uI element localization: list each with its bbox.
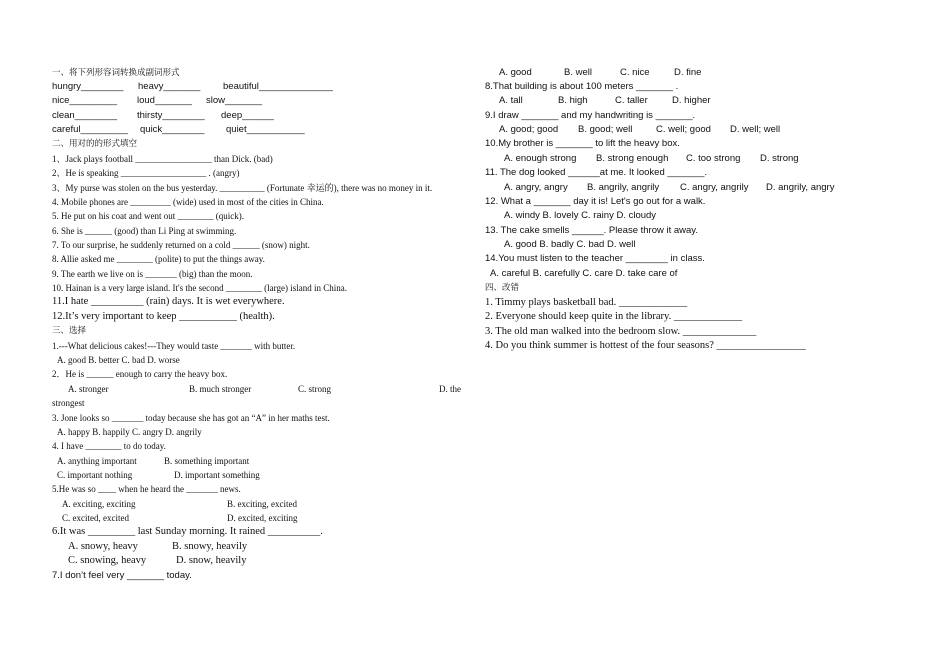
q10-option-a: A. enough strong (504, 153, 577, 164)
s4-item-4: 4. Do you think summer is hottest of the four seasons? _________________ (485, 340, 806, 351)
q1-stem: 1.---What delicious cakes!---They would taste _______ with butter. (52, 341, 296, 351)
q3-options: A. happy B. happily C. angry D. angrily (57, 427, 202, 437)
q7-stem: 7.I don’t feel very _______ today. (52, 570, 192, 581)
s1-item: deep______ (221, 110, 274, 121)
q7-option-a: A. good (499, 67, 532, 78)
q2-option-a: A. stronger (68, 384, 109, 394)
q5-option-d: D. excited, exciting (227, 513, 298, 523)
s1-item: quiet___________ (226, 124, 305, 135)
q6-stem: 6.It was _________ last Sunday morning. It rained __________. (52, 526, 323, 537)
s2-item-12: 12.It’s very important to keep ___________ (health). (52, 311, 275, 322)
q3-stem: 3. Jone looks so _______ today because she has got an “A” in her maths test. (52, 413, 330, 423)
q1-options: A. good B. better C. bad D. worse (57, 355, 180, 365)
s2-item-11: 11.I hate __________ (rain) days. It is wet everywhere. (52, 296, 285, 307)
s1-item: loud_______ (137, 95, 192, 106)
q8-option-c: C. taller (615, 95, 648, 106)
q9-option-a: A. good; good (499, 124, 559, 135)
section2-title: 二、用对的的形式填空 (52, 139, 138, 149)
q14-options: A. careful B. carefully C. care D. take care of (490, 268, 678, 279)
q4-stem: 4. I have ________ to do today. (52, 441, 166, 451)
q13-options: A. good B. badly C. bad D. well (504, 239, 636, 250)
s1-item: hungry________ (52, 81, 124, 92)
s2-item-10: 10. Hainan is a very large island. It's the second ________ (large) island in China. (52, 283, 347, 293)
q8-stem: 8.That building is about 100 meters _______ . (485, 81, 679, 92)
s2-item-4: 4. Mobile phones are _________ (wide) used in most of the cities in China. (52, 197, 324, 207)
s2-item-1: 1、Jack plays football _________________ than Dick. (bad) (52, 154, 273, 164)
q9-option-d: D. well; well (730, 124, 781, 135)
q13-stem: 13. The cake smells ______. Please throw it away. (485, 225, 698, 236)
q5-stem: 5.He was so ____ when he heard the _______ news. (52, 484, 241, 494)
q5-option-a: A. exciting, exciting (62, 499, 136, 509)
q2-option-d: D. the (439, 384, 461, 394)
q7-option-b: B. well (564, 67, 592, 78)
s2-item-9: 9. The earth we live on is _______ (big) than the moon. (52, 269, 253, 279)
section1-title: 一、将下列形容词转换成副词形式 (52, 68, 180, 78)
q12-stem: 12. What a _______ day it is! Let's go out for a walk. (485, 196, 706, 207)
s4-item-1: 1. Timmy plays basketball bad. _____________ (485, 297, 688, 308)
q8-option-a: A. tall (499, 95, 523, 106)
s1-item: clean________ (52, 110, 117, 121)
s2-item-2: 2、He is speaking ___________________ . (angry) (52, 168, 240, 178)
q7-option-d: D. fine (674, 67, 702, 78)
q11-stem: 11. The dog looked ______at me. It looked _______. (485, 167, 708, 178)
q5-option-b: B. exciting, excited (227, 499, 297, 509)
q11-option-b: B. angrily, angrily (587, 182, 660, 193)
q6-option-b: B. snowy, heavily (172, 541, 248, 552)
q4-option-d: D. important something (174, 470, 260, 480)
q6-option-a: A. snowy, heavy (68, 541, 138, 552)
section3-title: 三、选择 (52, 326, 87, 336)
q10-stem: 10.My brother is _______ to lift the heavy box. (485, 138, 680, 149)
s2-item-3: 3、My purse was stolen on the bus yesterday. __________ (Fortunate 幸运的), there was no money in it. (52, 183, 433, 193)
s2-item-8: 8. Allie asked me ________ (polite) to put the things away. (52, 254, 265, 264)
q7-option-c: C. nice (620, 67, 650, 78)
q2-option-c: C. strong (298, 384, 332, 394)
q14-stem: 14.You must listen to the teacher ________ in class. (485, 253, 705, 264)
q11-option-a: A. angry, angry (504, 182, 568, 193)
q10-option-b: B. strong enough (596, 153, 669, 164)
q9-option-b: B. good; well (578, 124, 633, 135)
s2-item-5: 5. He put on his coat and went out ________ (quick). (52, 211, 244, 221)
q2-stem: 2．He is ______ enough to carry the heavy box. (52, 369, 228, 379)
q4-option-a: A. anything important (57, 456, 137, 466)
q11-option-d: D. angrily, angry (766, 182, 835, 193)
q12-options: A. windy B. lovely C. rainy D. cloudy (504, 210, 657, 221)
q2-option-d-cont: strongest (52, 398, 85, 408)
s2-item-7: 7. To our surprise, he suddenly returned on a cold ______ (snow) night. (52, 240, 310, 250)
s1-item: heavy_______ (138, 81, 201, 92)
q8-option-d: D. higher (672, 95, 711, 106)
q4-option-c: C. important nothing (57, 470, 133, 480)
s1-item: beautiful______________ (223, 81, 333, 92)
s1-item: careful_________ (52, 124, 129, 135)
s4-item-3: 3. The old man walked into the bedroom slow. ______________ (485, 326, 757, 337)
q2-option-b: B. much stronger (189, 384, 252, 394)
s1-item: thirsty________ (137, 110, 205, 121)
q11-option-c: C. angry, angrily (680, 182, 749, 193)
q6-option-c: C. snowing, heavy (68, 555, 147, 566)
s1-item: slow_______ (206, 95, 262, 106)
q6-option-d: D. snow, heavily (176, 555, 247, 566)
q8-option-b: B. high (558, 95, 588, 106)
s2-item-6: 6. She is ______ (good) than Li Ping at swimming. (52, 226, 237, 236)
q10-option-c: C. too strong (686, 153, 741, 164)
s1-item: quick________ (140, 124, 205, 135)
q9-option-c: C. well; good (656, 124, 711, 135)
q4-option-b: B. something important (164, 456, 250, 466)
s4-item-2: 2. Everyone should keep quite in the library. _____________ (485, 311, 743, 322)
q10-option-d: D. strong (760, 153, 799, 164)
q9-stem: 9.I draw _______ and my handwriting is _______. (485, 110, 696, 121)
q5-option-c: C. excited, excited (62, 513, 129, 523)
section4-title: 四、改错 (485, 283, 520, 293)
s1-item: nice_________ (52, 95, 117, 106)
